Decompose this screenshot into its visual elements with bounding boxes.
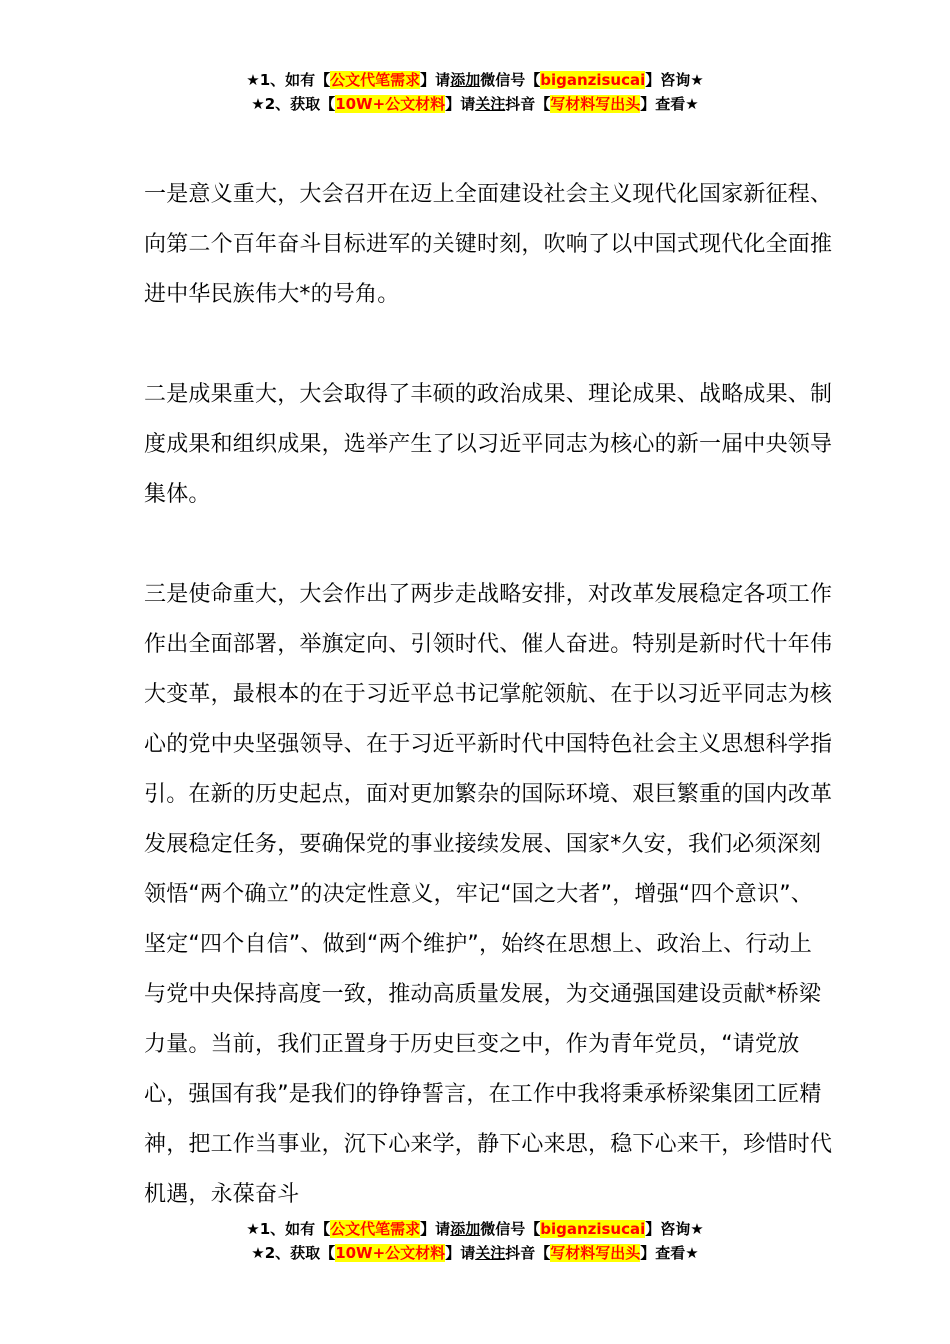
paragraph-1: 一是意义重大，大会召开在迈上全面建设社会主义现代化国家新征程、向第二个百年奋斗目标进军的关键时刻，吹响了以中国式现代化全面推进中华民族伟大*的号角。 xyxy=(144,182,833,307)
highlight-wechat-id: biganzisucai xyxy=(540,1220,646,1238)
paragraph-3: 三是使命重大，大会作出了两步走战略安排，对改革发展稳定各项工作作出全面部署，举旗定向、引领时代、催人奋进。特别是新时代十年伟大变革，最根本的在于习近平总书记掌舵领航、在于以习近平同志为核心的党中央坚强领导、在于习近平新时代中国特色社会主义思想科学指引。在新的历史起点，面对更加繁杂的国际环境、艰巨繁重的国内改革发展稳定任务，要确保党的事业接续发展、国家*久安，我们必须深刻领悟“两个确立”的决定性意义，牢记“国之大者”，增强“四个意识”、坚定“四个自信”、做到“两个维护”，始终在思想上、政治上、行动上与党中央保持高度一致，推动高质量发展，为交通强国建设贡献*桥梁力量。当前，我们正置身于历史巨变之中，作为青年党员，“请党放心，强国有我”是我们的铮铮誓言，在工作中我将秉承桥梁集团工匠精神，把工作当事业，沉下心来学，静下心来思，稳下心来干，珍惜时代机遇，永葆奋斗 xyxy=(144,582,833,1207)
banner-line-1: ★1、如有【公文代笔需求】请添加微信号【biganzisucai】咨询★ xyxy=(246,71,704,89)
header-banner xyxy=(0,68,950,116)
highlight-service: 公文代笔需求 xyxy=(330,1220,421,1238)
highlight-service: 公文代笔需求 xyxy=(330,71,421,89)
highlight-douyin: 写材料写出头 xyxy=(550,1244,641,1262)
highlight-douyin: 写材料写出头 xyxy=(550,95,641,113)
banner-line-2: ★2、获取【10W+公文材料】请关注抖音【写材料写出头】查看★ xyxy=(251,95,699,113)
highlight-materials: 10W+公文材料 xyxy=(335,1244,446,1262)
footer-banner xyxy=(0,1217,950,1265)
banner-line-1: ★1、如有【公文代笔需求】请添加微信号【biganzisucai】咨询★ xyxy=(246,1220,704,1238)
highlight-materials: 10W+公文材料 xyxy=(335,95,446,113)
document-body xyxy=(144,170,834,1270)
paragraph-2: 二是成果重大，大会取得了丰硕的政治成果、理论成果、战略成果、制度成果和组织成果，选举产生了以习近平同志为核心的新一届中央领导集体。 xyxy=(144,382,833,507)
highlight-wechat-id: biganzisucai xyxy=(540,71,646,89)
banner-line-2: ★2、获取【10W+公文材料】请关注抖音【写材料写出头】查看★ xyxy=(251,1244,699,1262)
